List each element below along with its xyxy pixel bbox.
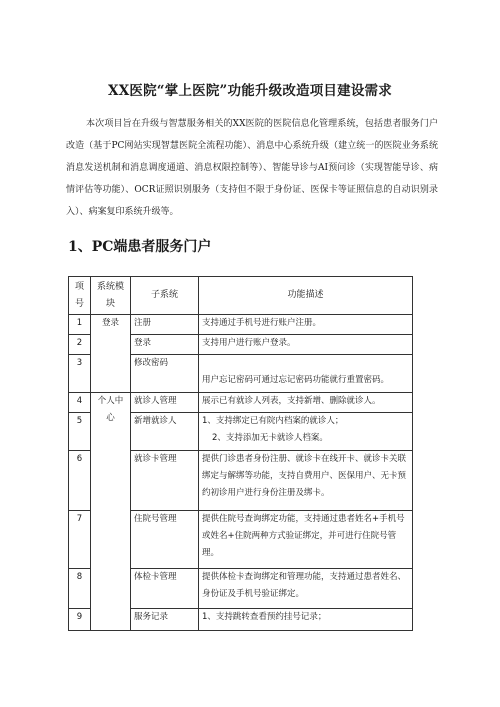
row-num: 3: [69, 355, 91, 393]
row-num: 8: [69, 569, 91, 609]
row-num: 5: [69, 413, 91, 451]
requirements-table: [68, 276, 413, 631]
row-desc-text: 用户忘记密码可通过忘记密码功能就行重置密码。: [202, 375, 390, 385]
row-subsystem: 就诊人管理: [131, 393, 199, 413]
row-subsystem: 就诊卡管理: [131, 451, 199, 511]
row-desc: 支持用户进行账户登录。: [199, 335, 413, 355]
intro-paragraph: 本次项目旨在升级与智慧服务相关的XX医院的医院信息化管理系统，包括患者服务门户改造（基于PC网站实现智慧医院全流程功能）、消息中心系统升级（建立统一的医院业务系统消息发送机制和消息调度通道、消息权限控制等）、智能导诊与AI预问诊（实现智能导诊、病情评估等功能）、OCR证照识别服务（支持但不限于身份证、医保卡等证照信息的自动识别录入）、病案复印系统升级等。: [66, 119, 438, 217]
row-desc: 提供体检卡查询绑定和管理功能，支持通过患者姓名、身份证及手机号验证绑定。: [199, 569, 413, 609]
module-login: 登录: [91, 315, 131, 393]
row-subsystem: 体检卡管理: [131, 569, 199, 609]
row-subsystem: 注册: [131, 315, 199, 335]
row-num: 2: [69, 335, 91, 355]
row-subsystem: 服务记录: [131, 609, 199, 631]
header-module: 系统模块: [91, 277, 131, 315]
header-subsystem: 子系统: [131, 277, 199, 315]
table-row: [69, 315, 413, 335]
row-num: 1: [69, 315, 91, 335]
row-subsystem: 修改密码: [131, 355, 199, 393]
row-desc-line2: 2、支持添加无卡就诊人档案。: [212, 433, 328, 443]
row-subsystem: 新增就诊人: [131, 413, 199, 451]
row-desc: 1、支持跳转查看预约挂号记录；: [199, 609, 413, 631]
row-desc: 支持通过手机号进行账户注册。: [199, 315, 413, 335]
row-desc: 提供住院号查询绑定功能，支持通过患者姓名+手机号或姓名+住院两种方式验证绑定，并可进行住院号管理。: [199, 511, 413, 569]
row-subsystem: 住院号管理: [131, 511, 199, 569]
row-num: 4: [69, 393, 91, 413]
row-desc: 展示已有就诊人列表，支持新增、删除就诊人。: [199, 393, 413, 413]
header-num: 项号: [69, 277, 91, 315]
table-row: [69, 393, 413, 413]
row-num: 9: [69, 609, 91, 631]
row-desc: 提供门诊患者身份注册、就诊卡在线开卡、就诊卡关联绑定与解绑等功能，支持自费用户、医保用户、无卡预约初诊用户进行身份注册及绑卡。: [199, 451, 413, 511]
row-desc: [199, 355, 413, 393]
row-num: 7: [69, 511, 91, 569]
document-title: XX医院“掌上医院”功能升级改造项目建设需求: [108, 83, 392, 99]
row-subsystem: 登录: [131, 335, 199, 355]
header-desc: 功能描述: [199, 277, 413, 315]
table-header-row: [69, 277, 413, 315]
row-desc-line1: 1、支持绑定已有院内档案的就诊人；: [202, 416, 344, 426]
module-personal-center: 个人中心: [91, 393, 131, 631]
row-num: 6: [69, 451, 91, 511]
section-heading: 1、PC端患者服务门户: [68, 239, 212, 255]
row-desc: [199, 413, 413, 451]
